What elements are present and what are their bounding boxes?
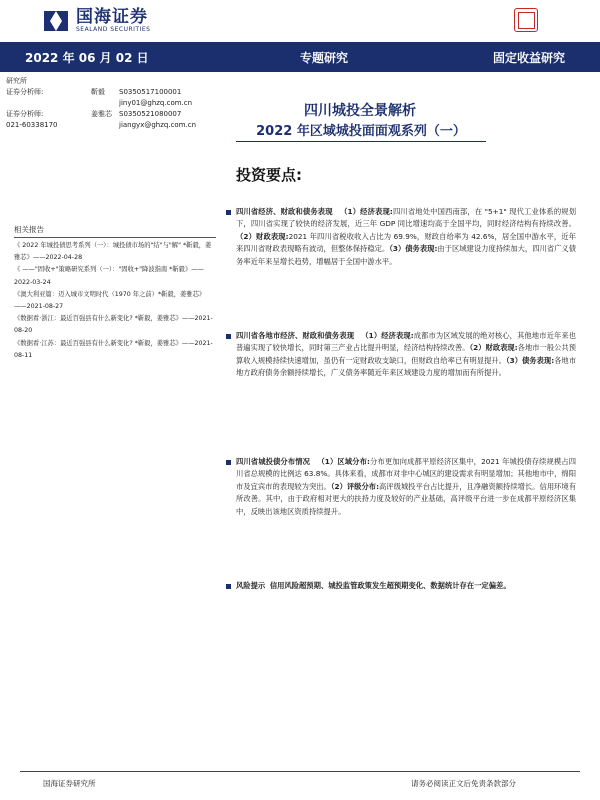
- analyst-row: jiny01@ghzq.com.cn: [119, 99, 193, 107]
- related-report-item[interactable]: 《 2022 年城投债思考系列（一）：城投债市场的"结"与"解" *靳毅，姜雅芯》——2022-04-28: [14, 242, 212, 262]
- footer-disclaimer: 请务必阅读正文后免责条款部分: [411, 779, 516, 788]
- report-subtitle: 2022 年区域城投面面观系列（一）: [256, 124, 466, 139]
- investment-highlights-heading: 投资要点:: [236, 166, 302, 184]
- institute-label: 研究所: [6, 77, 27, 85]
- logo-icon: [42, 9, 70, 33]
- related-report-item[interactable]: 《数据看·江苏：最近百强县有什么新变化? *靳毅，姜雅芯》——2021-08-11: [14, 339, 213, 359]
- logo-english-name: SEALAND SECURITIES: [76, 26, 151, 33]
- footer-divider: [20, 771, 580, 772]
- header-banner: [0, 42, 600, 72]
- related-report-item[interactable]: 《数据看·浙江：最近百强县有什么新变化? *靳毅，姜雅芯》——2021-08-20: [14, 315, 213, 335]
- related-report-item[interactable]: 《 ——"固收+"策略研究系列（一）："固收+"降波指南 *靳毅》——2022-03-24: [14, 266, 204, 286]
- related-reports-list: [14, 240, 216, 362]
- report-type: 专题研究: [300, 50, 349, 65]
- risk-text: 信用风险超预期、城投监管政策发生超预期变化、数据统计存在一定偏差。: [269, 581, 511, 590]
- title-divider: [236, 141, 486, 142]
- analyst-row: 证券分析师: 靳毅 S0350517100001: [6, 88, 182, 96]
- section-province: 四川省经济、财政和债务表现 （1）经济表现:四川省地处中国西南部，在 "5+1" 现代工业体系的规划下，四川省实现了较快的经济发展，近三年 GDP 同比增速均高于全国平均，同时经济结构有持续改善。（2）财政表现:2021 年四川省税收收入占比为 69.9%，财政自给率为 42.6%，居全国中游水平，近年来四川省财政表现略有波动，但整体保持稳定。（3）债务表现:由于区域建设力度持续加大，四川省广义债务率近年来呈增长趋势，增幅居于全国中游水平。: [236, 206, 576, 268]
- bullet-icon: [226, 210, 231, 215]
- section-cities: 四川省各地市经济、财政和债务表现 （1）经济表现:成都市为区域发展的绝对核心，其他地市近年来也普遍实现了较快增长，同时第三产业占比提升明显，经济结构持续改善。（2）财政表现:各地市一般公共预算收入规模持续快速增加，虽仍有一定财政收支缺口，但财政自给率已有明显提升。（3）债务表现:各地市地方政府债务余额持续增长，广义债务率随近年来区域建设力度的增加而有所提升。: [236, 330, 576, 380]
- analyst-info: [6, 76, 234, 131]
- section-risk: [236, 580, 576, 592]
- analyst-row: 021-60338170 jiangyx@ghzq.com.cn: [6, 121, 197, 129]
- company-logo: [42, 8, 150, 34]
- related-reports-heading: 相关报告: [14, 224, 216, 238]
- bullet-icon: [226, 334, 231, 339]
- footer-institute: 国海证券研究所: [43, 779, 96, 788]
- section-bond-distribution: 四川省城投债分布情况 （1）区域分布:分布更加向成都平原经济区集中，2021 年城投债存续规模占四川省总规模的比例达 63.8%。具体来看，成都市对非中心城区的建设需求有明显增加；其他地市中，绵阳市及宜宾市的表现较为突出。（2）评级分布:高评级城投平台占比提升，且净融资额持续增长。信用环境有所改善。其中，由于政府相对更大的扶持力度及较好的产业基础，高评级平台进一步在成都平原经济区集中，反映出该地区资质持续提升。: [236, 456, 576, 518]
- risk-label: 风险提示: [236, 581, 266, 590]
- report-category: 固定收益研究: [493, 50, 566, 65]
- bullet-icon: [226, 584, 231, 589]
- seal-icon: [514, 8, 538, 32]
- related-report-item[interactable]: 《澳大利亚篇：迈入城市文明时代（1970 年之前）*靳毅，姜雅芯》——2021-08-27: [14, 290, 206, 311]
- analyst-row: 证券分析师: 姜雅芯 S0350521080007: [6, 110, 182, 118]
- report-date: 2022 年 06 月 02 日: [25, 50, 149, 65]
- logo-chinese-name: 国海证券: [76, 7, 148, 27]
- report-title: 四川城投全景解析: [304, 103, 416, 119]
- bullet-icon: [226, 460, 231, 465]
